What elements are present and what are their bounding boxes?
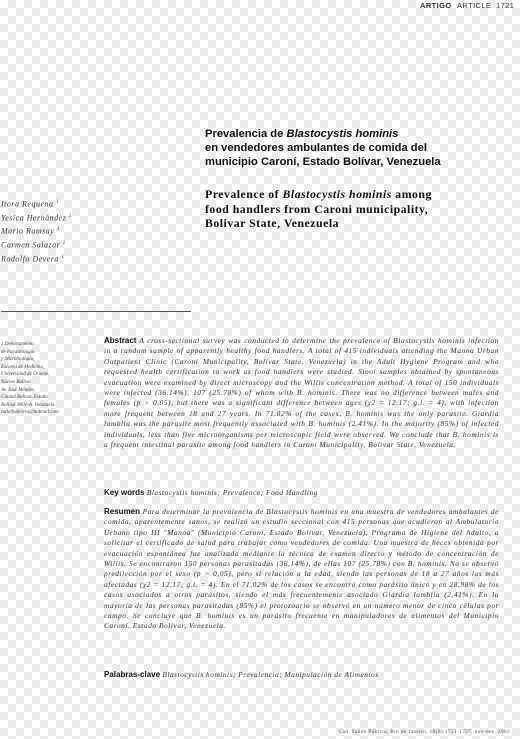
affiliation-line: Ciudad Bolívar, Estado bbox=[1, 395, 48, 401]
title-english-line-2: food handlers from Caroni municipality, bbox=[205, 201, 429, 216]
article-title-english bbox=[205, 187, 505, 231]
resumen-label: Resumen bbox=[104, 507, 141, 516]
author-name bbox=[1, 211, 131, 225]
author-name bbox=[1, 252, 131, 266]
affiliation-line: Universidad de Oriente, bbox=[1, 372, 50, 378]
resumen-text: Para determinar la prevalencia de Blastocystis hominis en una muestra de vendedores ambulantes de comida, aparentemente sanos, se realizó un estudio seccional con 415 personas que acudieron al Ambulatorio Urbano tipo III "Manoa" (Municipio Caroní, Estado Bolívar, Venezuela), Programa de Higiene del Adulto, a solicitar el certificado de salud para trabajar como vendedores de comida. Una muestra de heces obtenida por evacuación espontánea fue analizada mediante la técnica de examen directo y método de concentración de Willis. Se encontraron 150 personas parasitadas (36,14%), de ellas 107 (25,78%) con B. hominis. No se observó predilección por el sexo (p > 0,05), pero sí relación a la edad, siendo las personas de 18 a 27 años las más afectadas (χ2 = 12,17; g.l. = 4). En el 71,02% de los casos se encontró como parásito único y en 28,98% de los casos asociados a otros parásitos, siendo el más frecuentemente asociado Giardia lamblia (2,41%). En la mayoría de las personas parasitadas (85%) el protozoario se observó en un número menor de cinco células por campo. Se concluye que B. hominis es un parásito frecuente en manipuladores de alimentos del Municipio Caroní, Estado Bolívar, Venezuela. bbox=[104, 507, 499, 631]
author-name-text: Itora Requena bbox=[1, 199, 54, 209]
author-name-text: Carmen Salazar bbox=[1, 240, 61, 250]
title-spanish-line-3: municipio Caroní, Estado Bolívar, Venezuela bbox=[205, 156, 441, 168]
keywords-spanish-label: Palabras-clave bbox=[104, 670, 161, 679]
title-english-prefix: Prevalence of bbox=[205, 187, 283, 201]
abstract-section bbox=[104, 336, 499, 450]
affiliation-line: Núcleo Bolívar. bbox=[1, 379, 33, 385]
affiliation-line: de Parasitología bbox=[1, 349, 35, 355]
keywords-english-label: Key words bbox=[104, 488, 145, 497]
author-affiliation-mark: 1 bbox=[62, 240, 66, 246]
affiliation-line: Escuela de Medicina, bbox=[1, 364, 45, 370]
title-spanish-line-1 bbox=[205, 127, 505, 141]
header-page-number: 1721 bbox=[496, 1, 515, 10]
affiliation-line: Av. José Méndez, bbox=[1, 387, 36, 393]
author-name-text: Yesica Hernández bbox=[1, 213, 67, 223]
article-title-spanish bbox=[205, 127, 505, 169]
title-english-line-1 bbox=[205, 187, 505, 202]
affiliation-line: Bolívar 8001-A. Venezuela. bbox=[1, 402, 56, 408]
author-affiliation-mark: 1 bbox=[68, 213, 72, 219]
journal-citation-footer: Cad. Saúde Pública, Rio de Janeiro, 18(6):1721-1727, nov-dez, 2002 bbox=[338, 729, 510, 735]
author-name bbox=[1, 197, 131, 211]
author-affiliation-mark: 1 bbox=[56, 200, 59, 205]
author-name-text: Rodolfo Devera bbox=[1, 254, 59, 264]
keywords-spanish-text: Blastocystis hominis; Prevalencia; Manipulación de Alimentos bbox=[162, 670, 379, 679]
keywords-english-text: Blastocystis hominis; Prevalence; Food Handling bbox=[146, 488, 318, 497]
author-name bbox=[1, 238, 131, 252]
resumen-section bbox=[104, 507, 499, 632]
header-label-article: ARTICLE bbox=[457, 1, 492, 10]
author-affiliation-mark: 1 bbox=[61, 254, 65, 260]
affiliation-note bbox=[1, 341, 99, 417]
author-affiliation-mark: 1 bbox=[56, 227, 60, 233]
author-list bbox=[1, 197, 131, 265]
affiliation-line: 1 Departamento bbox=[1, 342, 34, 347]
affiliation-line: y Microbiología, bbox=[1, 357, 35, 363]
title-english-species: Blastocystis hominis bbox=[282, 187, 392, 201]
title-english-suffix: among bbox=[391, 187, 432, 201]
title-english-line-3: Bolivar State, Venezuela bbox=[205, 216, 340, 230]
abstract-label: Abstract bbox=[104, 336, 137, 345]
section-divider bbox=[1, 311, 191, 312]
title-spanish-prefix: Prevalencia de bbox=[205, 128, 287, 140]
header-label-artigo: ARTIGO bbox=[420, 1, 452, 10]
abstract-text: A cross-sectional survey was conducted to determine the prevalence of Blastocystis hominis infection in a random sample of apparently healthy food handlers. A total of 415 individuals attending the Manoa Urban Outpatient Clinic (Caroni Municipality, Bolivar State, Venezuela) in the Adult Hygiene Program and who requested health certification to work as food handlers were studied. Stool samples obtained by spontaneous evacuation were examined by direct microscopy and the Willis concentration method. A total of 150 individuals were infected (36.14%), 107 (25.78%) of whom with B. hominis. There was no difference between males and females (p > 0.05), but there was a significant difference between ages (χ2 = 12.17; g.l. = 4), with infection more frequent between 18 and 27 years. In 71.02% of the cases, B. hominis was the only parasite. Giardia lamblia was the parasite most frequently associated with B. hominis (2.41%). In the majority (85%) of infected individuals, less than five microorganisms per microscopic field were observed. We conclude that B. hominis is a frequent intestinal parasite among food handlers in Caroni Municipality, Bolivar State, Venezuela. bbox=[104, 336, 499, 450]
keywords-english bbox=[104, 488, 499, 497]
affiliation-email: rodolfodevera@hotmail.com bbox=[1, 410, 59, 416]
author-name bbox=[1, 224, 131, 238]
author-name-text: Mario Ramsay bbox=[1, 226, 55, 236]
title-spanish-species: Blastocystis hominis bbox=[286, 128, 399, 140]
keywords-spanish bbox=[104, 670, 499, 679]
title-spanish-line-2: en vendedores ambulantes de comida del bbox=[205, 142, 427, 154]
